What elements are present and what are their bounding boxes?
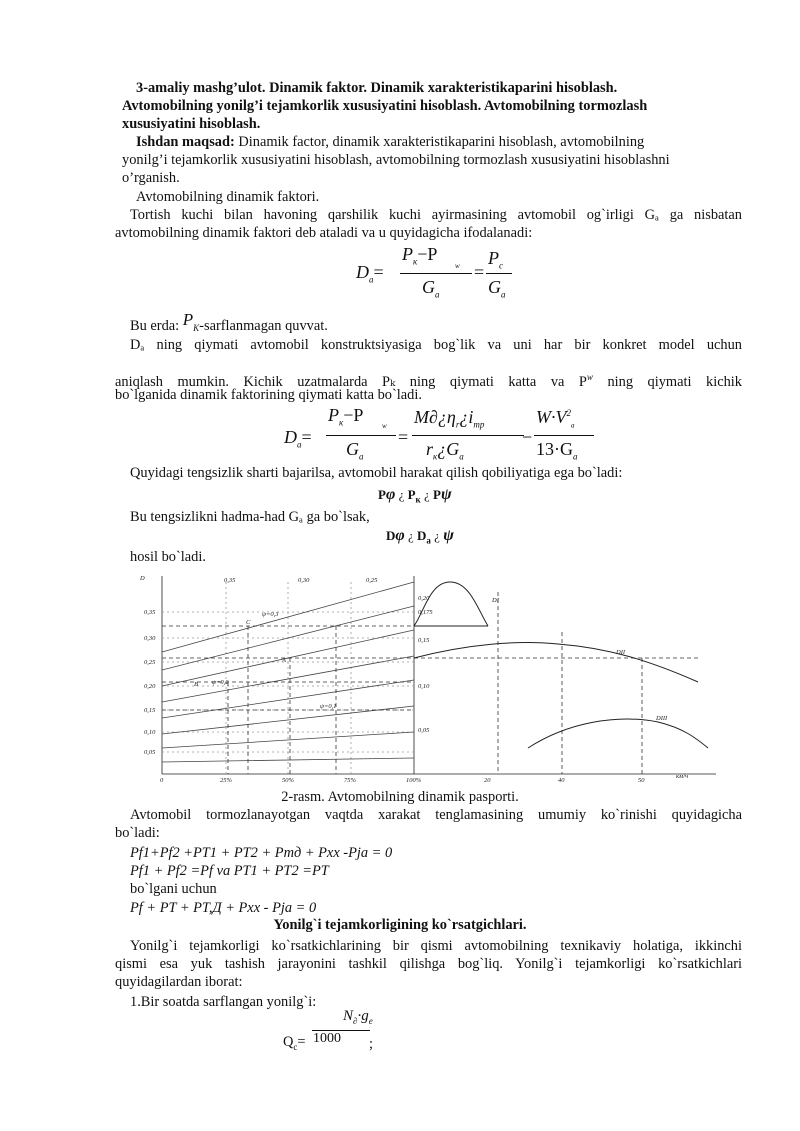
svg-text:40: 40 (558, 777, 565, 784)
hosil-line: hosil bo`ladi. (130, 549, 206, 565)
svg-text:20: 20 (484, 777, 491, 784)
svg-text:25%: 25% (220, 777, 232, 784)
para1-line-2: avtomobilning dinamik faktori deb ataladi va u quyidagicha ifodalanadi: (115, 225, 533, 241)
equation-line-1: Pf1+Pf2 +PT1 + PT2 + Pmд + Pxx -Pja = 0 (130, 845, 393, 861)
svg-text:50: 50 (638, 777, 645, 784)
section1-title: Avtomobilning dinamik faktori. (136, 189, 320, 205)
para2-line-2: aniqlash mumkin. Kichik uzatmalarda Pₖ ning qiymati katta va $P^w$ ning qiymati kichik (115, 372, 742, 390)
goal-line-3: o’rganish. (122, 170, 180, 186)
svg-text:B: B (194, 681, 198, 688)
svg-text:DII: DII (616, 649, 626, 656)
svg-text:0,25: 0,25 (366, 577, 378, 584)
svg-text:ψ=0,1: ψ=0,1 (320, 703, 337, 710)
equation-line-4: Pf + PT + PT,Д + Pxx - Pja = 0 (130, 900, 317, 916)
svg-text:0,20: 0,20 (144, 683, 156, 690)
equation-line-2: Pf1 + Pf2 =Pf va PT1 + PT2 =PT (130, 863, 329, 879)
svg-text:DIII: DIII (656, 715, 668, 722)
bu-erda-line: Bu erda: $P_K$-sarflanmagan quvvat. (130, 310, 328, 334)
inequality-2: Dφ ¿ $D_a$ ¿ ψ (386, 527, 454, 546)
svg-text:0,15: 0,15 (144, 707, 156, 714)
para6-line-3: quyidagilardan iborat: (115, 974, 243, 990)
y-axis-title-left: D (140, 575, 145, 582)
construction-lines (162, 592, 698, 774)
svg-text:0,10: 0,10 (144, 729, 156, 736)
svg-text:0,05: 0,05 (144, 749, 156, 756)
svg-text:100%: 100% (406, 777, 422, 784)
para6-line-1: Yonilg`i tejamkorligi ko`rsatkichlarining bir qismi avtomobilning texnikaviy holatiga, ikkinchi (130, 938, 742, 954)
svg-text:0,05: 0,05 (418, 727, 430, 734)
curve-DIII (528, 719, 708, 748)
goal-line-2: yonilg’i tejamkorlik xususiyatini hisoblash, avtomobilning tormozlash xususiyatini hisoblashni (122, 152, 670, 168)
svg-text:0,10: 0,10 (418, 683, 430, 690)
svg-text:DI: DI (492, 597, 499, 604)
goal-line-1 (136, 133, 644, 151)
section2-title: Yonilg`i tejamkorligining ko`rsatgichlari. (273, 917, 527, 933)
para2-line-1: Dₐ ning qiymati avtomobil konstruktsiyasiga bog`lik va uni har bir konkret model uchun (130, 337, 742, 353)
item-1: 1.Bir soatda sarflangan yonilg`i: (130, 994, 317, 1010)
svg-text:A: A (282, 657, 286, 664)
para5-line-1: Avtomobil tormozlanayotgan vaqtda xarakat tenglamasining umumiy ko`rinishi quyidagicha (130, 807, 742, 823)
svg-text:0,15: 0,15 (418, 637, 430, 644)
svg-text:ψ=0,2: ψ=0,2 (212, 679, 229, 686)
curve-DII (414, 643, 698, 682)
svg-text:C: C (246, 619, 251, 626)
para2-line-3: bo`lganida dinamik faktorining qiymati katta bo`ladi. (115, 387, 422, 403)
svg-text:75%: 75% (344, 777, 356, 784)
para3: Quyidagi tengsizlik sharti bajarilsa, avtomobil harakat qilish qobiliyatiga ega bo`ladi: (130, 465, 623, 481)
svg-text:0,30: 0,30 (298, 577, 310, 584)
svg-text:ψ=0,3: ψ=0,3 (262, 611, 279, 618)
dynamic-passport-figure (138, 572, 718, 784)
inequality-1: Pφ ¿ $P_к$ ¿ Pψ (378, 486, 452, 505)
svg-text:0,20: 0,20 (418, 595, 430, 602)
curve-DI (414, 582, 488, 626)
svg-text:0,25: 0,25 (144, 659, 156, 666)
svg-text:км/ч: км/ч (676, 773, 689, 780)
para6-line-2: qismi esa yuk tashish jarayonini tashkil qilishga bog`liq. Yonilg`i tejamkorligi ko`rsatkichlari (115, 956, 742, 972)
para5-line-2: bo`ladi: (115, 825, 160, 841)
goal-label: Ishdan maqsad: (136, 134, 235, 150)
svg-text:0,175: 0,175 (418, 609, 433, 616)
svg-text:50%: 50% (282, 777, 294, 784)
figure-caption: 2-rasm. Avtomobilning dinamik pasporti. (281, 789, 519, 805)
svg-text:0,35: 0,35 (144, 609, 156, 616)
heading-line-2: Avtomobilning yonilg’i tejamkorlik xususiyatini hisoblash. Avtomobilning tormozlash (122, 98, 648, 114)
svg-text:0,35: 0,35 (224, 577, 236, 584)
heading-line-3: xususiyatini hisoblash. (122, 116, 261, 132)
svg-text:0,30: 0,30 (144, 635, 156, 642)
goal-text-1: Dinamik factor, dinamik xarakteristikaparini hisoblash, avtomobilning (234, 134, 645, 150)
svg-text:0: 0 (160, 777, 164, 784)
para4: Bu tengsizlikni hadma-had Gₐ ga bo`lsak, (130, 509, 370, 525)
equation-line-3: bo`lgani uchun (130, 881, 217, 897)
para1-line-1: Tortish kuchi bilan havoning qarshilik kuchi ayirmasining avtomobil og`irligi Gₐ ga nisbatan (130, 207, 742, 223)
heading-line-1: 3-amaliy mashg’ulot. Dinamik faktor. Dinamik xarakteristikaparini hisoblash. (136, 80, 618, 96)
